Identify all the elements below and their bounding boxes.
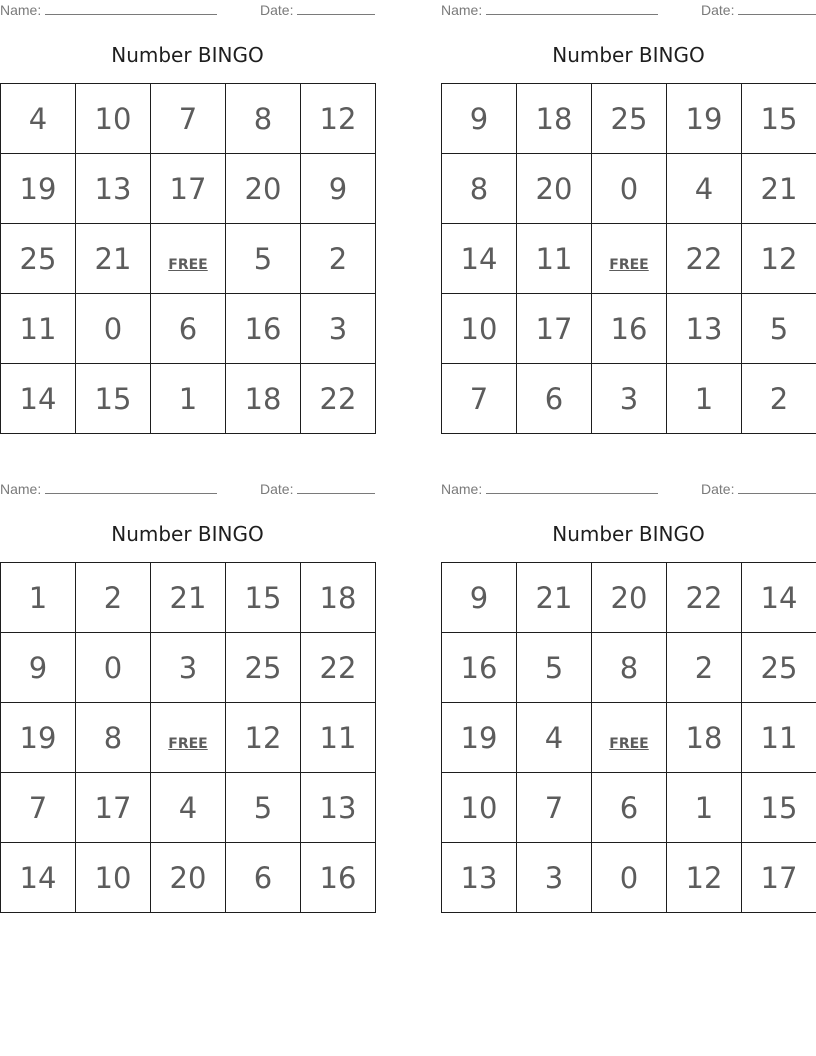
number-cell[interactable]: 6 (151, 294, 226, 364)
bingo-card-3 (0, 479, 375, 895)
number-cell[interactable]: 2 (667, 633, 742, 703)
name-blank[interactable] (45, 479, 217, 494)
grid-row (442, 843, 816, 913)
card-title: Number BINGO (111, 43, 264, 67)
number-cell[interactable]: 3 (151, 633, 226, 703)
number-cell[interactable]: 10 (442, 773, 517, 843)
grid-row (442, 154, 816, 224)
date-blank[interactable] (738, 0, 816, 15)
number-cell[interactable]: 2 (301, 224, 376, 294)
grid-row (1, 294, 376, 364)
name-blank[interactable] (45, 0, 217, 15)
number-cell[interactable]: 1 (151, 364, 226, 434)
bingo-grid (441, 562, 816, 913)
card-header (0, 0, 375, 20)
name-blank[interactable] (486, 479, 658, 494)
grid-row (1, 154, 376, 224)
number-cell[interactable]: 25 (226, 633, 301, 703)
grid-row (442, 364, 816, 434)
name-label: Name: (441, 481, 483, 497)
free-label: FREE (168, 735, 208, 752)
free-label: FREE (609, 256, 649, 273)
card-title: Number BINGO (552, 522, 705, 546)
number-cell[interactable]: 3 (517, 843, 592, 913)
date-field[interactable] (260, 479, 375, 499)
number-cell[interactable]: 21 (151, 563, 226, 633)
free-label: FREE (609, 735, 649, 752)
number-cell[interactable]: 20 (151, 843, 226, 913)
number-cell[interactable]: 0 (76, 294, 151, 364)
name-blank[interactable] (486, 0, 658, 15)
card-title: Number BINGO (552, 43, 705, 67)
number-cell[interactable]: 4 (667, 154, 742, 224)
name-field[interactable] (0, 0, 217, 20)
date-blank[interactable] (738, 479, 816, 494)
number-cell[interactable]: 17 (517, 294, 592, 364)
number-cell[interactable]: 18 (301, 563, 376, 633)
number-cell[interactable]: 0 (592, 843, 667, 913)
number-cell[interactable]: 7 (517, 773, 592, 843)
number-cell[interactable]: 0 (76, 633, 151, 703)
number-cell[interactable]: 5 (517, 633, 592, 703)
number-cell[interactable]: 17 (76, 773, 151, 843)
free-label: FREE (168, 256, 208, 273)
number-cell[interactable]: 22 (667, 224, 742, 294)
date-label: Date: (260, 2, 294, 18)
date-field[interactable] (260, 0, 375, 20)
number-cell[interactable]: 16 (301, 843, 376, 913)
number-cell[interactable]: 8 (442, 154, 517, 224)
number-cell[interactable]: 8 (592, 633, 667, 703)
number-cell[interactable]: 11 (301, 703, 376, 773)
number-cell[interactable]: 20 (226, 154, 301, 224)
grid-row (1, 224, 376, 294)
number-cell[interactable]: 19 (1, 154, 76, 224)
number-cell[interactable]: 16 (226, 294, 301, 364)
number-cell[interactable]: 4 (517, 703, 592, 773)
grid-row (442, 84, 816, 154)
bingo-grid (0, 562, 376, 913)
number-cell[interactable]: 1 (1, 563, 76, 633)
grid-row (442, 633, 816, 703)
number-cell[interactable]: 7 (442, 364, 517, 434)
number-cell[interactable]: 18 (226, 364, 301, 434)
number-cell[interactable]: 16 (442, 633, 517, 703)
number-cell[interactable]: 0 (592, 154, 667, 224)
number-cell[interactable]: 10 (442, 294, 517, 364)
card-header (441, 479, 816, 499)
number-cell[interactable]: 6 (592, 773, 667, 843)
number-cell[interactable]: 14 (742, 563, 816, 633)
number-cell[interactable]: 19 (442, 703, 517, 773)
grid-row (442, 703, 816, 773)
name-field[interactable] (441, 479, 658, 499)
card-title: Number BINGO (111, 522, 264, 546)
free-cell[interactable] (151, 703, 226, 773)
free-cell[interactable] (592, 703, 667, 773)
number-cell[interactable]: 5 (226, 773, 301, 843)
number-cell[interactable]: 11 (517, 224, 592, 294)
number-cell[interactable]: 15 (742, 84, 816, 154)
number-cell[interactable]: 16 (592, 294, 667, 364)
grid-row (442, 773, 816, 843)
number-cell[interactable]: 13 (667, 294, 742, 364)
number-cell[interactable]: 6 (517, 364, 592, 434)
number-cell[interactable]: 15 (226, 563, 301, 633)
number-cell[interactable]: 9 (1, 633, 76, 703)
number-cell[interactable]: 19 (667, 84, 742, 154)
grid-row (1, 843, 376, 913)
number-cell[interactable]: 22 (301, 633, 376, 703)
number-cell[interactable]: 9 (442, 84, 517, 154)
number-cell[interactable]: 6 (226, 843, 301, 913)
number-cell[interactable]: 22 (301, 364, 376, 434)
number-cell[interactable]: 14 (1, 364, 76, 434)
grid-row (1, 773, 376, 843)
date-label: Date: (701, 481, 735, 497)
number-cell[interactable]: 9 (301, 154, 376, 224)
number-cell[interactable]: 7 (1, 773, 76, 843)
number-cell[interactable]: 12 (667, 843, 742, 913)
number-cell[interactable]: 15 (742, 773, 816, 843)
bingo-card-1 (0, 0, 375, 416)
number-cell[interactable]: 13 (442, 843, 517, 913)
grid-row (1, 563, 376, 633)
date-label: Date: (260, 481, 294, 497)
number-cell[interactable]: 11 (742, 703, 816, 773)
bingo-grid (441, 83, 816, 434)
number-cell[interactable]: 18 (517, 84, 592, 154)
grid-row (442, 224, 816, 294)
number-cell[interactable]: 18 (667, 703, 742, 773)
number-cell[interactable]: 2 (76, 563, 151, 633)
bingo-grid (0, 83, 376, 434)
grid-row (1, 84, 376, 154)
number-cell[interactable]: 25 (1, 224, 76, 294)
number-cell[interactable]: 4 (1, 84, 76, 154)
number-cell[interactable]: 20 (592, 563, 667, 633)
name-label: Name: (441, 2, 483, 18)
free-cell[interactable] (592, 224, 667, 294)
number-cell[interactable]: 21 (76, 224, 151, 294)
number-cell[interactable]: 25 (742, 633, 816, 703)
bingo-card-2 (441, 0, 816, 416)
number-cell[interactable]: 14 (442, 224, 517, 294)
number-cell[interactable]: 7 (151, 84, 226, 154)
date-label: Date: (701, 2, 735, 18)
date-field[interactable] (701, 0, 816, 20)
number-cell[interactable]: 22 (667, 563, 742, 633)
free-cell[interactable] (151, 224, 226, 294)
number-cell[interactable]: 8 (76, 703, 151, 773)
grid-row (442, 563, 816, 633)
date-field[interactable] (701, 479, 816, 499)
number-cell[interactable]: 3 (592, 364, 667, 434)
grid-row (1, 633, 376, 703)
card-header (0, 479, 375, 499)
number-cell[interactable]: 5 (226, 224, 301, 294)
number-cell[interactable]: 12 (301, 84, 376, 154)
card-header (441, 0, 816, 20)
number-cell[interactable]: 12 (226, 703, 301, 773)
number-cell[interactable]: 17 (742, 843, 816, 913)
number-cell[interactable]: 15 (76, 364, 151, 434)
number-cell[interactable]: 10 (76, 843, 151, 913)
number-cell[interactable]: 17 (151, 154, 226, 224)
name-label: Name: (0, 481, 42, 497)
number-cell[interactable]: 5 (742, 294, 816, 364)
number-cell[interactable]: 1 (667, 773, 742, 843)
number-cell[interactable]: 13 (76, 154, 151, 224)
number-cell[interactable]: 1 (667, 364, 742, 434)
name-label: Name: (0, 2, 42, 18)
number-cell[interactable]: 25 (592, 84, 667, 154)
date-blank[interactable] (297, 0, 375, 15)
grid-row (1, 703, 376, 773)
name-field[interactable] (441, 0, 658, 20)
number-cell[interactable]: 19 (1, 703, 76, 773)
number-cell[interactable]: 10 (76, 84, 151, 154)
number-cell[interactable]: 11 (1, 294, 76, 364)
number-cell[interactable]: 3 (301, 294, 376, 364)
date-blank[interactable] (297, 479, 375, 494)
number-cell[interactable]: 13 (301, 773, 376, 843)
bingo-card-4 (441, 479, 816, 895)
number-cell[interactable]: 4 (151, 773, 226, 843)
number-cell[interactable]: 8 (226, 84, 301, 154)
number-cell[interactable]: 20 (517, 154, 592, 224)
grid-row (442, 294, 816, 364)
grid-row (1, 364, 376, 434)
number-cell[interactable]: 14 (1, 843, 76, 913)
number-cell[interactable]: 9 (442, 563, 517, 633)
number-cell[interactable]: 2 (742, 364, 816, 434)
number-cell[interactable]: 21 (517, 563, 592, 633)
number-cell[interactable]: 21 (742, 154, 816, 224)
name-field[interactable] (0, 479, 217, 499)
number-cell[interactable]: 12 (742, 224, 816, 294)
